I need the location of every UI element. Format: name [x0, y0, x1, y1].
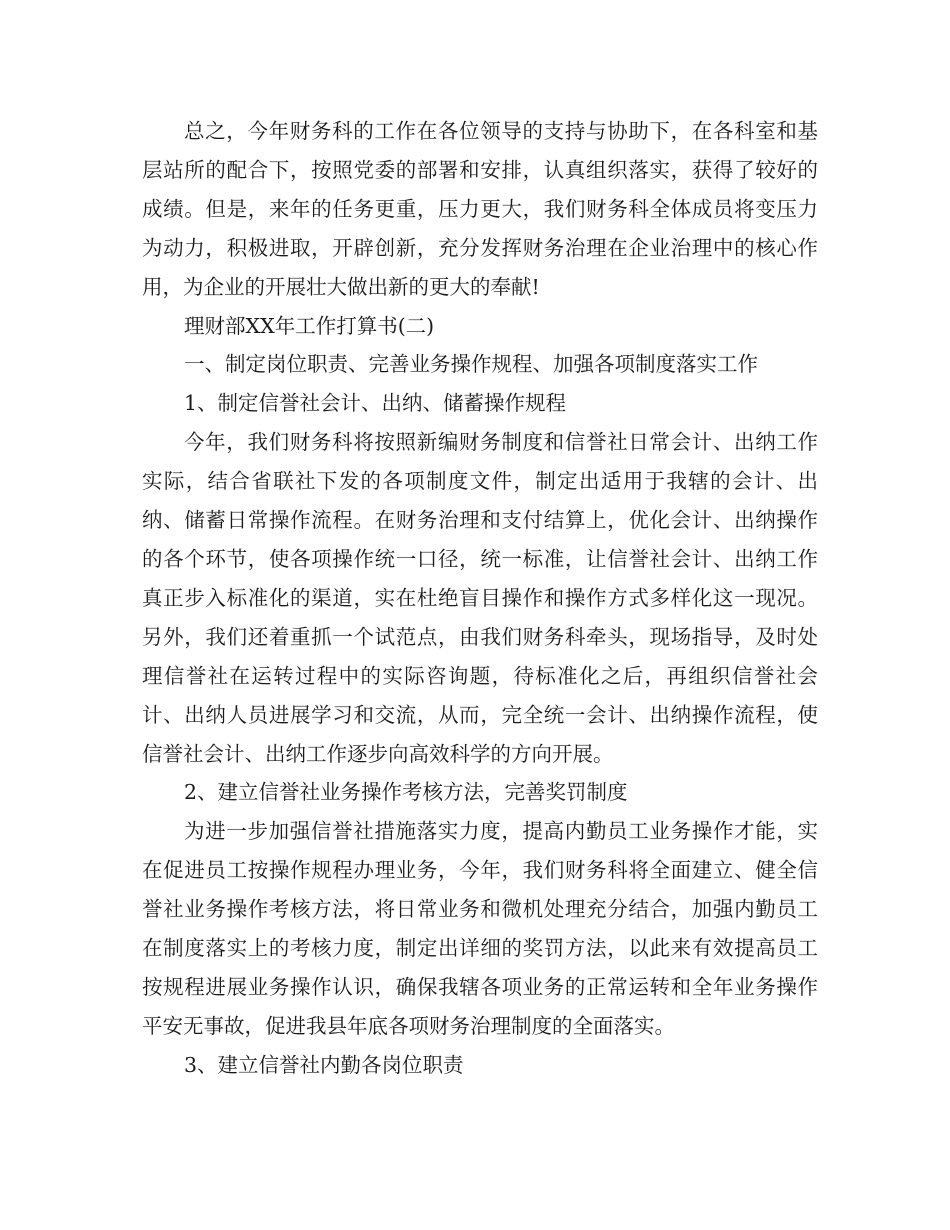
paragraph-operating-rules: 今年，我们财务科将按照新编财务制度和信誉社日常会计、出纳工作实际，结合省联社下发的各项制度文件，制定出适用于我辖的会计、出纳、储蓄日常操作流程。在财务治理和支付结算上，优化会计、出纳操作的各个环节，使各项操作统一口径，统一标准，让信誉社会计、出纳工作真正步入标准化的渠道，实在杜绝盲目操作和操作方式多样化这一现况。另外，我们还着重抓一个试范点，由我们财务科牵头，现场指导，及时处理信誉社在运转过程中的实际咨询题，待标准化之后，再组织信誉社会计、出纳人员进展学习和交流，从而，完全统一会计、出纳操作流程，使信誉社会计、出纳工作逐步向高效科学的方向开展。 — [142, 430, 818, 766]
paragraph-assessment: 为进一步加强信誉社措施落实力度，提高内勤员工业务操作才能，实在促进员工按操作规程办理业务，今年，我们财务科将全面建立、健全信誉社业务操作考核方法，将日常业务和微机处理充分结合，加强内勤员工在制度落实上的考核力度，制定出详细的奖罚方法，以此来有效提高员工按规程进展业务操作认识，确保我辖各项业务的正常运转和全年业务操作平安无事故，促进我县年底各项财务治理制度的全面落实。 — [142, 819, 818, 1038]
subsection-heading-3: 3、建立信誉社内勤各岗位职责 — [184, 1052, 464, 1077]
section-heading-1: 一、制定岗位职责、完善业务操作规程、加强各项制度落实工作 — [184, 352, 758, 377]
paragraph-summary: 总之，今年财务科的工作在各位领导的支持与协助下，在各科室和基层站所的配合下，按照党委的部署和安排，认真组织落实，获得了较好的成绩。但是，来年的任务更重，压力更大，我们财务科全体成员将变压力为动力，积极进取，开辟创新，充分发挥财务治理在企业治理中的核心作用，为企业的开展壮大做出新的更大的奉献! — [142, 119, 818, 299]
document-page — [142, 112, 818, 1085]
subsection-heading-1: 1、制定信誉社会计、出纳、储蓄操作规程 — [184, 391, 567, 416]
document-subtitle: 理财部XX年工作打算书(二) — [184, 313, 435, 338]
subsection-heading-2: 2、建立信誉社业务操作考核方法，完善奖罚制度 — [184, 780, 628, 805]
